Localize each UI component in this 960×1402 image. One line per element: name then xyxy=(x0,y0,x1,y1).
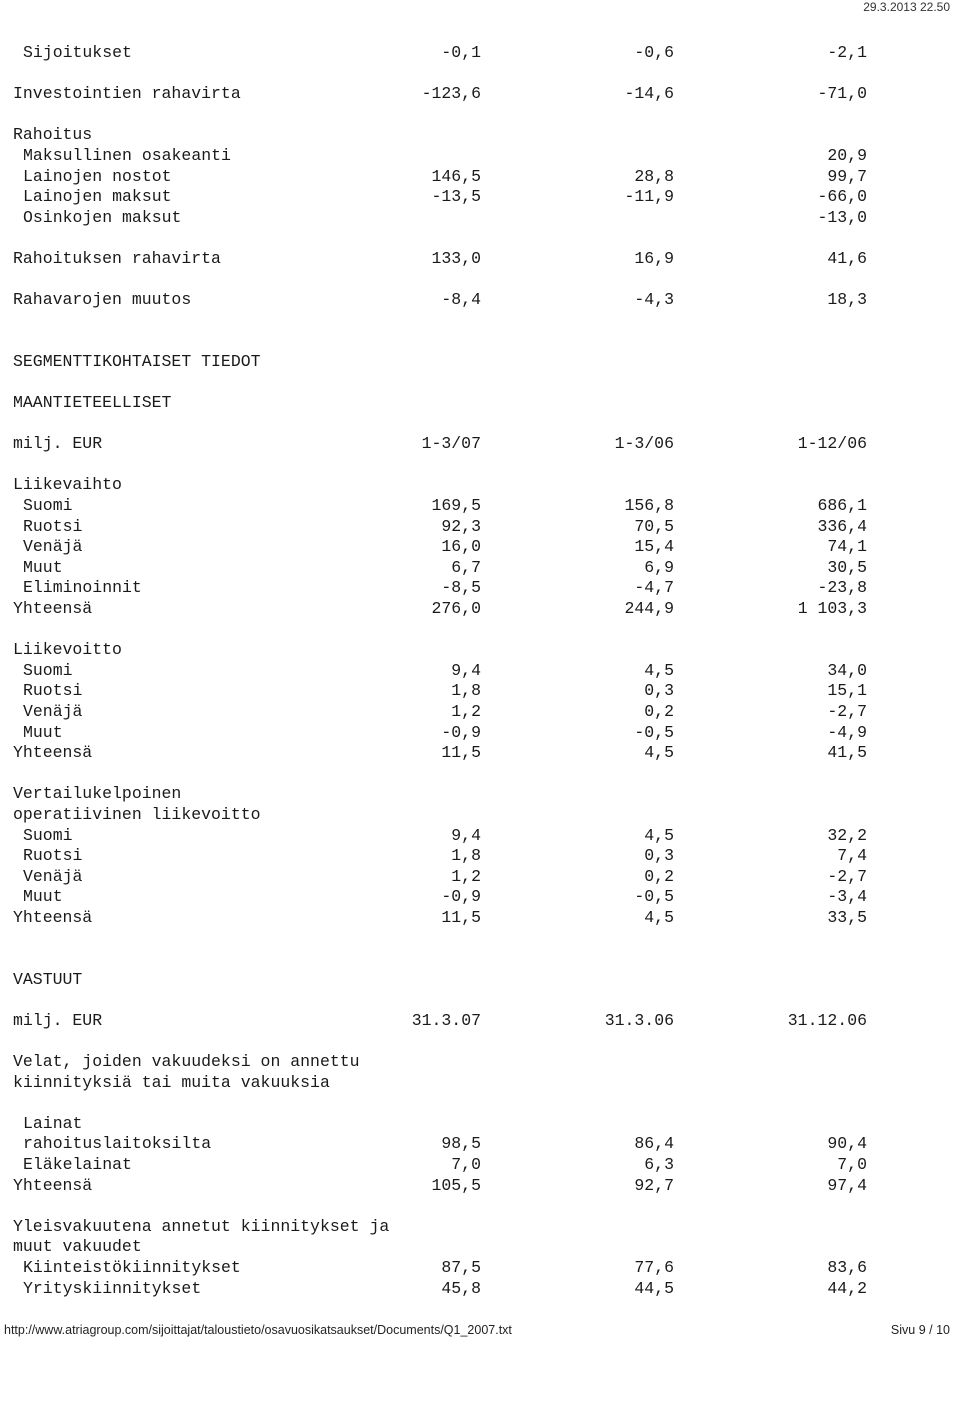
row-label: Sijoitukset xyxy=(23,43,132,62)
value-cell: 16,9 xyxy=(634,248,674,268)
value-cell: 83,6 xyxy=(827,1258,867,1278)
row-label: Suomi xyxy=(23,496,73,516)
value-cell: 20,9 xyxy=(827,145,867,165)
value-cell: 97,4 xyxy=(827,1175,867,1195)
row-label: Ruotsi xyxy=(23,846,83,866)
row-label: VASTUUT xyxy=(13,969,83,989)
value-cell: 7,4 xyxy=(837,846,867,866)
value-cell: -0,6 xyxy=(634,43,674,62)
value-cell: 11,5 xyxy=(441,907,481,927)
row-label: rahoituslaitoksilta xyxy=(23,1134,212,1154)
value-cell: 244,9 xyxy=(624,599,674,619)
table-row xyxy=(13,661,873,682)
value-cell: 1 103,3 xyxy=(797,599,867,619)
table-row xyxy=(13,1279,873,1300)
value-cell: -14,6 xyxy=(624,84,674,104)
value-cell: 44,2 xyxy=(827,1278,867,1298)
value-cell: 169,5 xyxy=(431,496,481,516)
value-cell: 33,5 xyxy=(827,907,867,927)
table-row xyxy=(13,723,873,744)
page-number: Sivu 9 / 10 xyxy=(890,1323,950,1337)
row-label: Vertailukelpoinen xyxy=(13,784,182,804)
value-cell: 9,4 xyxy=(451,660,481,680)
value-cell: 11,5 xyxy=(441,743,481,763)
value-cell: 87,5 xyxy=(441,1258,481,1278)
value-cell: -0,9 xyxy=(441,722,481,742)
column-header: 1-12/06 xyxy=(797,434,867,454)
total-row xyxy=(13,908,873,929)
row-label: Liikevaihto xyxy=(13,475,122,495)
row-label: SEGMENTTIKOHTAISET TIEDOT xyxy=(13,351,261,371)
value-cell: 9,4 xyxy=(451,825,481,845)
section-title xyxy=(13,352,873,373)
section-heading xyxy=(13,475,873,496)
section-heading xyxy=(13,1052,873,1073)
row-label: Rahoitus xyxy=(13,125,93,145)
value-cell: 1,8 xyxy=(451,681,481,701)
value-cell: 0,2 xyxy=(644,866,674,886)
section-title xyxy=(13,970,873,991)
value-cell: 1,2 xyxy=(451,702,481,721)
table-row xyxy=(13,1155,873,1176)
table-row xyxy=(13,43,873,64)
value-cell: 99,7 xyxy=(827,166,867,186)
value-cell: -4,9 xyxy=(827,722,867,742)
row-label: MAANTIETEELLISET xyxy=(13,393,172,413)
table-row xyxy=(13,537,873,558)
value-cell: -2,1 xyxy=(827,43,867,62)
row-label: Venäjä xyxy=(23,702,83,721)
value-cell: -11,9 xyxy=(624,187,674,207)
value-cell: 74,1 xyxy=(827,537,867,557)
value-cell: 70,5 xyxy=(634,516,674,536)
row-label: Maksullinen osakeanti xyxy=(23,145,231,165)
column-header: 1-3/07 xyxy=(421,434,481,454)
value-cell: 0,3 xyxy=(644,681,674,701)
section-heading xyxy=(13,1217,873,1238)
table-row xyxy=(13,578,873,599)
value-cell: 41,5 xyxy=(827,743,867,763)
value-cell: -8,5 xyxy=(441,578,481,598)
row-label: Yhteensä xyxy=(13,907,93,927)
value-cell: 28,8 xyxy=(634,166,674,186)
row-label: Rahoituksen rahavirta xyxy=(13,248,221,268)
table-row xyxy=(13,496,873,517)
row-label: Liikevoitto xyxy=(13,640,122,660)
row-label: Muut xyxy=(23,887,63,907)
report-body xyxy=(13,43,873,1299)
table-row xyxy=(13,187,873,208)
total-row xyxy=(13,743,873,764)
value-cell: 92,3 xyxy=(441,516,481,536)
value-cell: -66,0 xyxy=(817,187,867,207)
value-cell: 30,5 xyxy=(827,557,867,577)
row-label: Eliminoinnit xyxy=(23,578,142,598)
row-label: muut vakuudet xyxy=(13,1237,142,1257)
value-cell: 92,7 xyxy=(634,1175,674,1195)
value-cell: 6,7 xyxy=(451,557,481,577)
unit-label: milj. EUR xyxy=(13,1010,103,1030)
value-cell: -8,4 xyxy=(441,290,481,310)
row-label: Yleisvakuutena annetut kiinnitykset ja xyxy=(13,1216,390,1236)
value-cell: 105,5 xyxy=(431,1175,481,1195)
section-heading xyxy=(13,640,873,661)
value-cell: 44,5 xyxy=(634,1278,674,1298)
value-cell: -2,7 xyxy=(827,702,867,721)
value-cell: -0,1 xyxy=(441,43,481,62)
row-label: Yhteensä xyxy=(13,599,93,619)
value-cell: 90,4 xyxy=(827,1134,867,1154)
value-cell: 133,0 xyxy=(431,248,481,268)
table-row xyxy=(13,290,873,311)
row-label: Lainojen nostot xyxy=(23,166,172,186)
row-label: Venäjä xyxy=(23,866,83,886)
row-label: Ruotsi xyxy=(23,681,83,701)
row-label: Suomi xyxy=(23,660,73,680)
section-heading xyxy=(13,1237,873,1258)
value-cell: -2,7 xyxy=(827,866,867,886)
value-cell: 0,2 xyxy=(644,702,674,721)
table-row xyxy=(13,681,873,702)
table-row xyxy=(13,702,873,723)
value-cell: 1,2 xyxy=(451,866,481,886)
value-cell: 276,0 xyxy=(431,599,481,619)
row-label: Venäjä xyxy=(23,537,83,557)
value-cell: 6,3 xyxy=(644,1155,674,1175)
print-footer xyxy=(4,1323,950,1339)
value-cell: -0,9 xyxy=(441,887,481,907)
value-cell: 4,5 xyxy=(644,825,674,845)
value-cell: -23,8 xyxy=(817,578,867,598)
table-row xyxy=(13,167,873,188)
value-cell: 4,5 xyxy=(644,743,674,763)
value-cell: 41,6 xyxy=(827,248,867,268)
value-cell: 34,0 xyxy=(827,660,867,680)
column-header-row xyxy=(13,434,873,455)
row-label: Yhteensä xyxy=(13,743,93,763)
table-row xyxy=(13,826,873,847)
value-cell: 336,4 xyxy=(817,516,867,536)
row-label: Lainat xyxy=(23,1113,83,1133)
row-label: Velat, joiden vakuudeksi on annettu xyxy=(13,1052,360,1072)
table-row xyxy=(13,867,873,888)
value-cell: 1,8 xyxy=(451,846,481,866)
table-row xyxy=(13,1134,873,1155)
column-header: 31.12.06 xyxy=(787,1010,867,1030)
value-cell: 77,6 xyxy=(634,1258,674,1278)
value-cell: 86,4 xyxy=(634,1134,674,1154)
row-label: Investointien rahavirta xyxy=(13,84,241,104)
value-cell: -4,3 xyxy=(634,290,674,310)
row-label: kiinnityksiä tai muita vakuuksia xyxy=(13,1072,330,1092)
row-label: Kiinteistökiinnitykset xyxy=(23,1258,241,1278)
table-row xyxy=(13,517,873,538)
value-cell: -13,0 xyxy=(817,207,867,227)
column-header: 31.3.06 xyxy=(604,1010,674,1030)
value-cell: 7,0 xyxy=(837,1155,867,1175)
total-row xyxy=(13,599,873,620)
row-label: Lainojen maksut xyxy=(23,187,172,207)
row-label: Rahavarojen muutos xyxy=(13,290,192,310)
row-label: Eläkelainat xyxy=(23,1155,132,1175)
source-url: http://www.atriagroup.com/sijoittajat/taloustieto/osavuosikatsaukset/Documents/Q1_2007.txt xyxy=(4,1323,512,1337)
table-row xyxy=(13,84,873,105)
column-header: 31.3.07 xyxy=(411,1010,481,1030)
value-cell: -123,6 xyxy=(421,84,481,104)
value-cell: 7,0 xyxy=(451,1155,481,1175)
value-cell: 16,0 xyxy=(441,537,481,557)
section-heading xyxy=(13,125,873,146)
value-cell: 686,1 xyxy=(817,496,867,516)
value-cell: 98,5 xyxy=(441,1134,481,1154)
table-row xyxy=(13,846,873,867)
value-cell: 15,4 xyxy=(634,537,674,557)
row-label: Muut xyxy=(23,557,63,577)
row-label: Yhteensä xyxy=(13,1175,93,1195)
row-label: Yrityskiinnitykset xyxy=(23,1278,202,1298)
row-label: Ruotsi xyxy=(23,516,83,536)
table-row xyxy=(13,1114,873,1135)
column-header: 1-3/06 xyxy=(614,434,674,454)
unit-label: milj. EUR xyxy=(13,434,103,454)
value-cell: -0,5 xyxy=(634,887,674,907)
value-cell: -4,7 xyxy=(634,578,674,598)
section-subtitle xyxy=(13,393,873,414)
value-cell: 146,5 xyxy=(431,166,481,186)
value-cell: -13,5 xyxy=(431,187,481,207)
value-cell: 0,3 xyxy=(644,846,674,866)
table-row xyxy=(13,887,873,908)
print-timestamp: 29.3.2013 22.50 xyxy=(863,0,950,14)
value-cell: 4,5 xyxy=(644,907,674,927)
value-cell: -3,4 xyxy=(827,887,867,907)
table-row xyxy=(13,146,873,167)
value-cell: 6,9 xyxy=(644,557,674,577)
row-label: operatiivinen liikevoitto xyxy=(13,804,261,824)
value-cell: 32,2 xyxy=(827,825,867,845)
row-label: Muut xyxy=(23,722,63,742)
section-heading xyxy=(13,784,873,805)
table-row xyxy=(13,558,873,579)
table-row xyxy=(13,208,873,229)
table-row xyxy=(13,249,873,270)
column-header-row xyxy=(13,1011,873,1032)
table-row xyxy=(13,1258,873,1279)
value-cell: 4,5 xyxy=(644,660,674,680)
value-cell: -0,5 xyxy=(634,722,674,742)
total-row xyxy=(13,1176,873,1197)
row-label: Suomi xyxy=(23,825,73,845)
value-cell: 15,1 xyxy=(827,681,867,701)
value-cell: 18,3 xyxy=(827,290,867,310)
value-cell: -71,0 xyxy=(817,84,867,104)
value-cell: 45,8 xyxy=(441,1278,481,1298)
value-cell: 156,8 xyxy=(624,496,674,516)
section-heading xyxy=(13,1073,873,1094)
row-label: Osinkojen maksut xyxy=(23,207,182,227)
section-heading xyxy=(13,805,873,826)
